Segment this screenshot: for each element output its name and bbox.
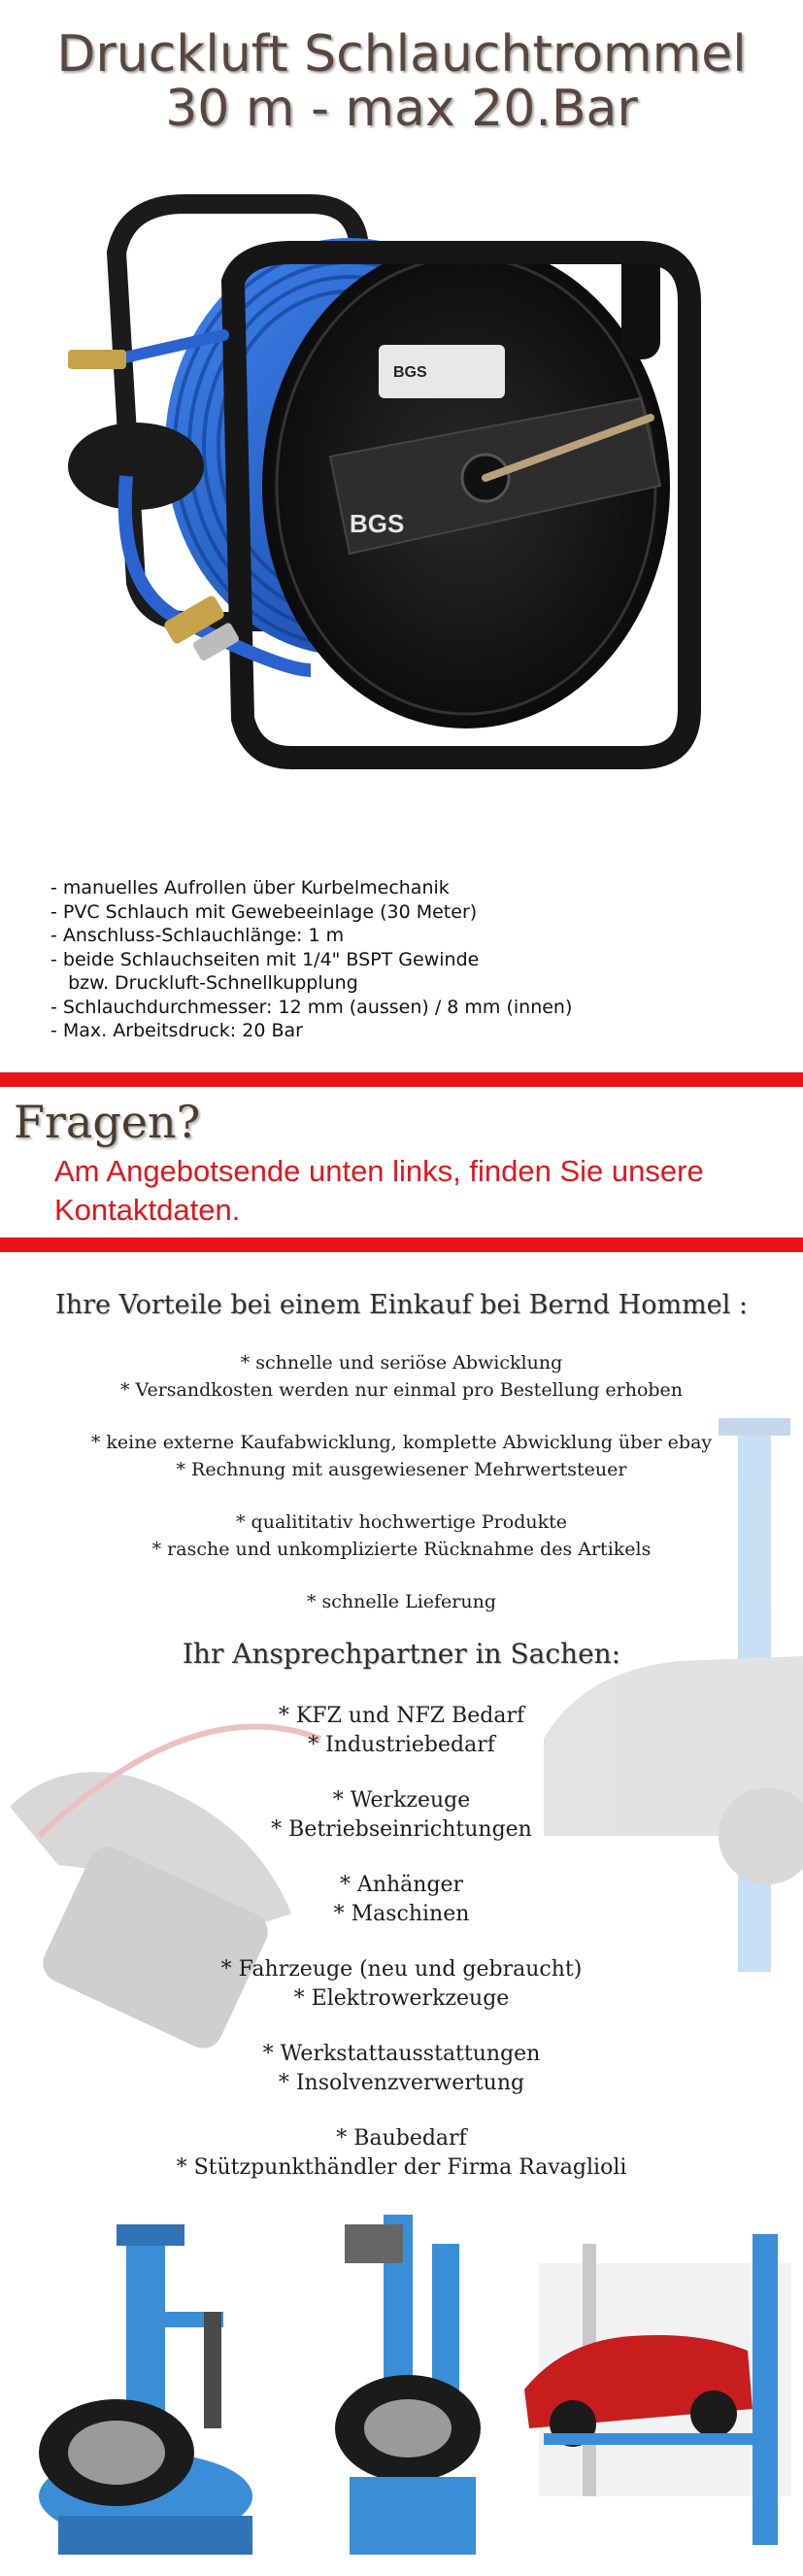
fragen-text: Am Angebotsende unten links, finden Sie unsere Kontaktdaten. [54,1154,704,1227]
tire-changer-image [39,2224,252,2555]
advantage-line: * keine externe Kaufabwicklung, komplette Abwicklung über ebay [90,1432,713,1453]
feature-item: - Anschluss-Schlauchlänge: 1 m [50,925,345,946]
contact-line: * Werkstattausstattungen [262,2042,541,2066]
feature-item: - manuelles Aufrollen über Kurbelmechanik [50,877,450,898]
title-line-2: 30 m - max 20.Bar [165,80,638,138]
tire-changer-image [335,2215,481,2555]
advantages-heading: Ihre Vorteile bei einem Einkauf bei Bernd Hommel : [55,1290,748,1320]
fragen-heading: Fragen? [14,1096,201,1148]
contact-line: * Stützpunkthändler der Firma Ravaglioli [176,2154,627,2180]
contact-line: * Industriebedarf [308,1732,495,1757]
workshop-equipment-photos [0,2205,803,2576]
advantage-line [0,1404,803,1430]
advantage-line [0,1563,803,1589]
contact-line: * KFZ und NFZ Bedarf [278,1704,525,1728]
advantage-line: * rasche und unkomplizierte Rücknahme des Artikels [151,1538,652,1560]
contact-line: * Fahrzeuge (neu und gebraucht) [220,1957,583,1982]
title-line-1: Druckluft Schlauchtrommel [56,25,747,84]
contact-line: * Werkzeuge [332,1788,471,1813]
car-lift-image [524,2234,791,2545]
contact-line: * Baubedarf [336,2126,467,2151]
red-divider-top [0,1072,803,1087]
feature-item: - Schlauchdurchmesser: 12 mm (aussen) / 8 mm (innen) [50,996,573,1018]
hose-reel-image [58,165,757,835]
advantage-line: * qualititativ hochwertige Produkte [236,1511,567,1533]
contact-heading: Ihr Ansprechpartner in Sachen: [182,1638,621,1670]
contact-list [0,1702,803,2182]
feature-item: bzw. Druckluft-Schnellkupplung [50,972,358,994]
red-divider-bottom [0,1237,803,1252]
contact-line: * Insolvenzverwertung [278,2070,525,2095]
advantages-list [0,1350,803,1616]
feature-item: - PVC Schlauch mit Gewebeeinlage (30 Meter) [50,900,478,923]
feature-item: - beide Schlauchseiten mit 1/4" BSPT Gewinde [50,948,480,970]
contact-line: * Maschinen [333,1901,470,1926]
feature-list [50,876,572,1043]
contact-line: * Elektrowerkzeuge [293,1985,510,2011]
advantage-line: * Versandkosten werden nur einmal pro Bestellung erhoben [119,1378,684,1401]
advantage-line [0,1483,803,1509]
bracket-logo: BGS [350,509,405,538]
page-title [0,27,803,136]
contact-line: * Betriebseinrichtungen [271,1816,532,1842]
feature-item: - Max. Arbeitsdruck: 20 Bar [50,1020,303,1041]
advantage-line: * schnelle und seriöse Abwicklung [240,1352,563,1373]
contact-line: * Anhänger [339,1873,464,1897]
advantage-line: * Rechnung mit ausgewiesener Mehrwertsteuer [176,1458,627,1480]
advantage-line: * schnelle Lieferung [306,1591,497,1612]
sticker-logo: BGS [393,364,427,381]
